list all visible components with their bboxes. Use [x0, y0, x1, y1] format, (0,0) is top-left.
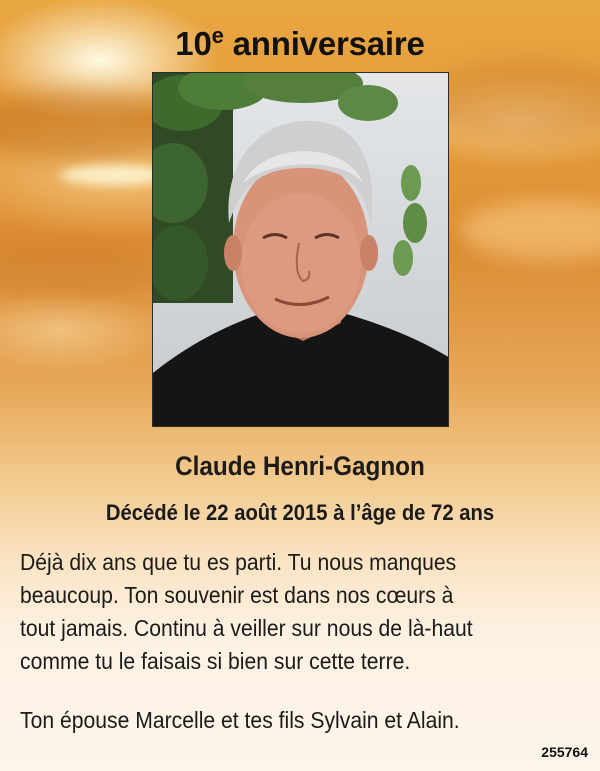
- message-line: beaucoup. Ton souvenir est dans nos cœurs à: [20, 582, 454, 608]
- portrait-photo: [152, 72, 449, 427]
- death-date-line: Décédé le 22 août 2015 à l’âge de 72 ans: [105, 500, 495, 525]
- title-number: 10: [175, 25, 212, 62]
- cloud-shape: [0, 240, 160, 300]
- message-line: Déjà dix ans que tu es parti. Tu nous manques: [20, 549, 457, 575]
- deceased-name: Claude Henri-Gagnon: [175, 451, 425, 481]
- anniversary-title: [0, 14, 600, 66]
- cloud-shape: [430, 60, 600, 140]
- title-text: anniversaire: [232, 25, 425, 62]
- message-line: comme tu le faisais si bien sur cette terre.: [20, 648, 411, 674]
- tribute-message: [20, 546, 580, 678]
- title-superscript: e: [211, 23, 224, 48]
- message-line: tout jamais. Continu à veiller sur nous de là-haut: [20, 615, 473, 641]
- family-signature: Ton épouse Marcelle et tes fils Sylvain et Alain.: [20, 707, 460, 733]
- cloud-shape: [460, 200, 600, 260]
- reference-number: 255764: [541, 744, 588, 760]
